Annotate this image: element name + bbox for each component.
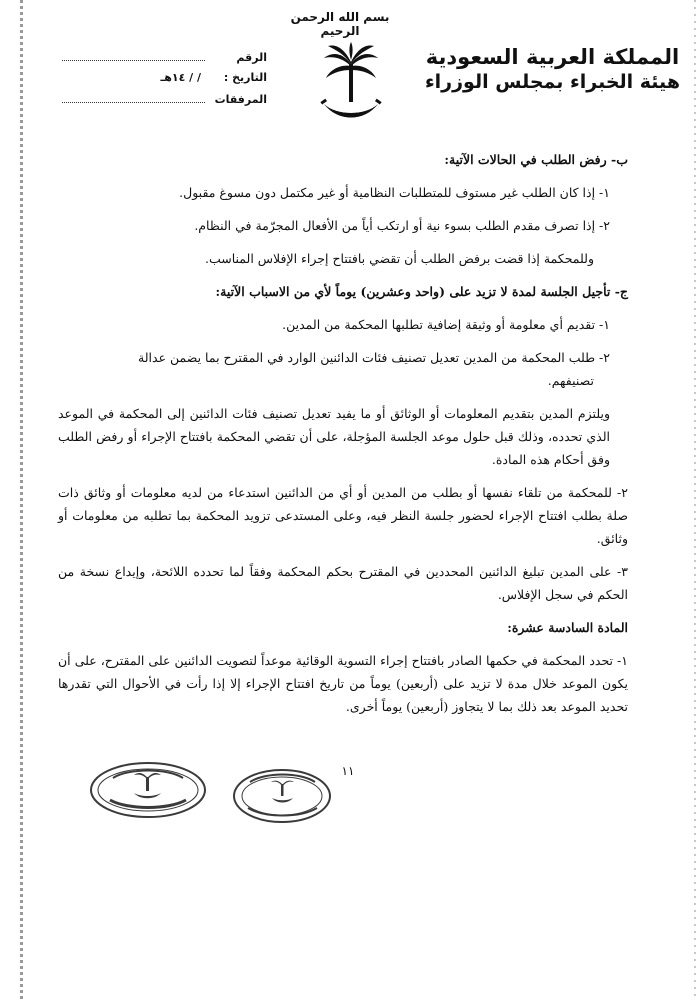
basmala: بسم الله الرحمن الرحيم — [290, 10, 390, 38]
item-2: ٢- للمحكمة من تلقاء نفسها أو بطلب من المدين أو أي من الدائنين استدعاء من لديه معلومات أو وثائق ذات صلة بطلب افتتاح الإجراء لحضور جلسة النظر فيه، وعلى المستدعى تزويد المحكمة بما تطلبه من معلومات أو وثائق. — [58, 485, 628, 546]
section-b-title: ب- رفض الطلب في الحالات الآتية: — [444, 152, 628, 167]
page-number: ١١ — [341, 764, 355, 778]
section-b-item-2: ٢- إذا تصرف مقدم الطلب بسوء نية أو ارتكب أياً من الأفعال المجرّمة في النظام. — [194, 218, 610, 233]
svg-text:٭: ٭ — [146, 767, 150, 774]
letterhead-country: المملكة العربية السعودية — [425, 45, 680, 69]
section-b-item-1: ١- إذا كان الطلب غير مستوف للمتطلبات النظامية أو غير مكتمل دون مسوغ مقبول. — [179, 185, 610, 200]
scan-edge-left — [20, 0, 23, 1000]
section-c-item-2-line-2: تصنيفهم. — [547, 373, 594, 388]
article-16-title: المادة السادسة عشرة: — [507, 620, 628, 635]
document-meta — [62, 50, 267, 113]
attachments-label: المرفقات — [214, 93, 267, 106]
official-stamp-right — [230, 766, 335, 826]
ref-line — [62, 50, 205, 61]
attachments-line — [62, 92, 205, 103]
section-c-note: ويلتزم المدين بتقديم المعلومات أو الوثائق أو ما يفيد تعديل تصنيف فئات الدائنين إلى المحكمة في الموعد الذي تحدده، وذلك قبل حلول موعد الجلسة المؤجلة، على أن تقضي المحكمة بافتتاح الإجراء أو رفض الطلب وفق أحكام هذه المادة. — [58, 406, 610, 467]
letterhead-authority: هيئة الخبراء بمجلس الوزراء — [424, 71, 680, 93]
section-c-item-2-line-1: ٢- طلب المحكمة من المدين تعديل تصنيف فئات الدائنين الوارد في المقترح بما يضمن عدالة — [138, 350, 610, 365]
date-row — [62, 71, 267, 92]
scan-edge-right — [694, 0, 696, 1000]
item-3: ٣- على المدين تبليغ الدائنين المحددين في المقترح بحكم المحكمة وفقاً لما تحدده اللائحة، وإيداع نسخة من الحكم في سجل الإفلاس. — [58, 564, 628, 602]
ref-label: الرقم — [236, 51, 267, 64]
official-stamp-left — [88, 760, 208, 820]
saudi-emblem-icon — [318, 42, 384, 132]
letterhead — [425, 44, 680, 95]
date-label: التاريخ : — [223, 71, 267, 84]
attachments-row — [62, 92, 267, 113]
article-16-item-1: ١- تحدد المحكمة في حكمها الصادر بافتتاح إجراء التسوية الوقائية موعداً لتصويت الدائنين على المقترح، على أن يكون الموعد خلال مدة لا تزيد على (أربعين) يوماً من تاريخ افتتاح الإجراء إلا إذا رأت في الأحوال التي تقدرها تحديد الموعد بعد ذلك بما لا يتجاوز (أربعين) يوماً أخرى. — [58, 653, 628, 714]
document-body — [58, 148, 628, 718]
section-c-item-1: ١- تقديم أي معلومة أو وثيقة إضافية تطلبها المحكمة من المدين. — [282, 317, 610, 332]
date-value: / / ١٤هـ — [160, 71, 201, 84]
section-c-title: ج- تأجيل الجلسة لمدة لا تزيد على (واحد وعشرين) يوماً لأي من الاسباب الآتية: — [215, 284, 628, 299]
section-b-note: وللمحكمة إذا قضت برفض الطلب أن تقضي بافتتاح إجراء الإفلاس المناسب. — [204, 251, 594, 266]
ref-row — [62, 50, 267, 71]
